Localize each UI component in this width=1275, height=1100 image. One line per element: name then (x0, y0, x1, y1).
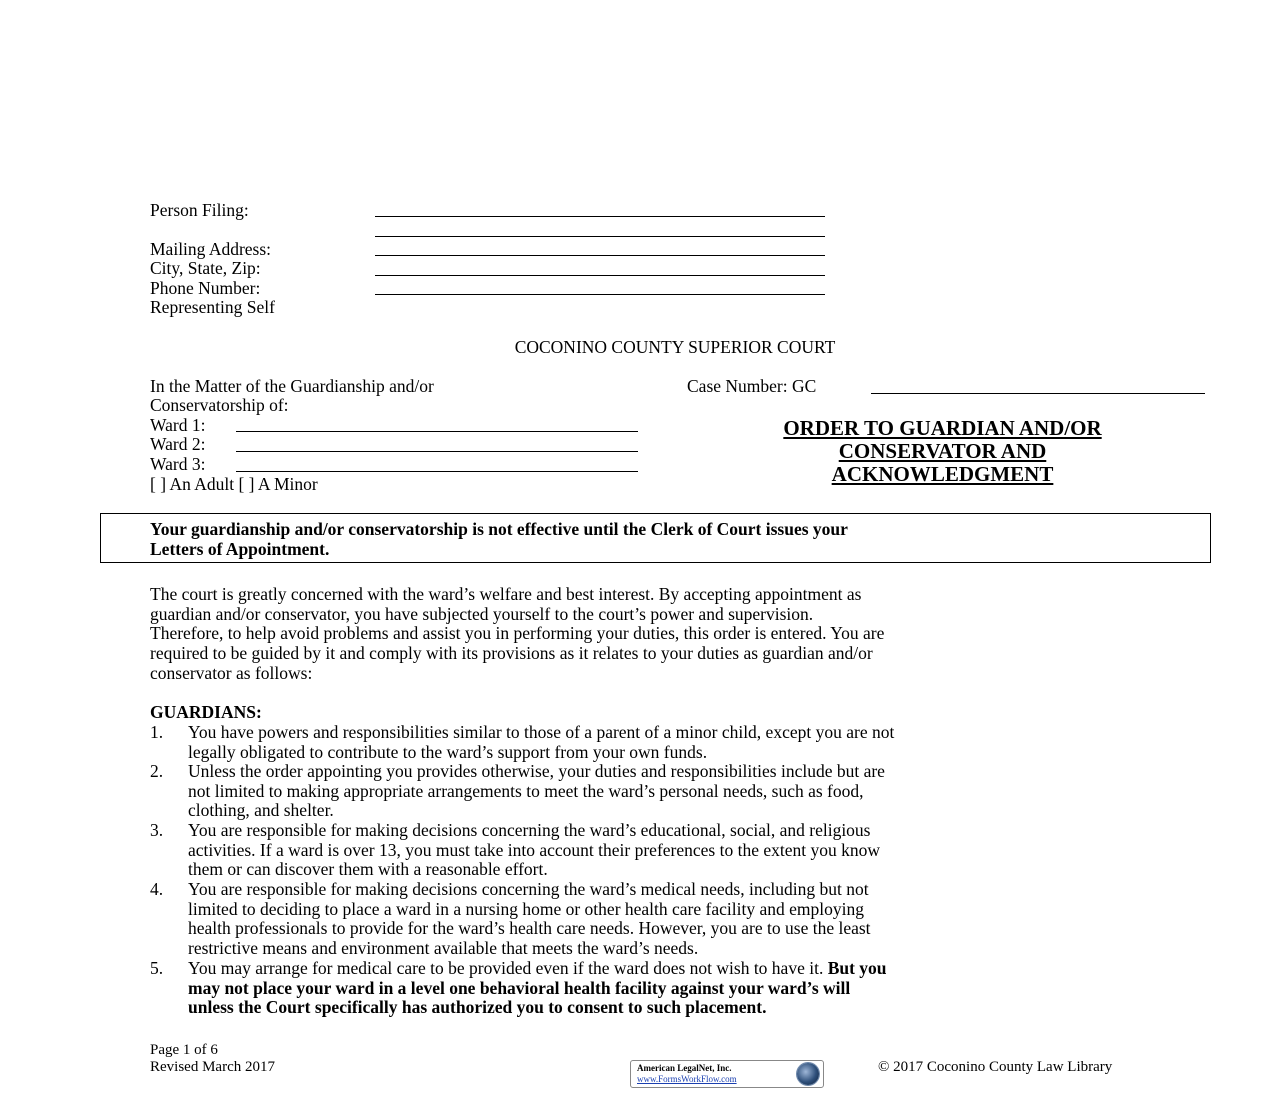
phone-number-line[interactable] (375, 294, 825, 295)
list-item (150, 762, 1210, 821)
logo-website-link[interactable]: www.FormsWorkFlow.com (637, 1074, 737, 1084)
case-number-label: Case Number: GC (687, 376, 817, 396)
list-item-text: You are responsible for making decisions concerning the ward’s medical needs, including but not (188, 879, 869, 899)
american-legalnet-logo[interactable] (630, 1060, 824, 1088)
globe-icon (797, 1063, 819, 1085)
intro-line-2: guardian and/or conservator, you have subjected yourself to the court’s power and supervision. (150, 604, 814, 624)
list-item (150, 880, 1210, 958)
list-item-text: them or can discover them with a reasonable effort. (188, 859, 548, 880)
list-item-text: legally obligated to contribute to the ward’s support from your own funds. (188, 741, 708, 762)
list-item-number: 5. (150, 958, 164, 978)
list-item-text: clothing, and shelter. (188, 800, 334, 821)
matter-line-1: In the Matter of the Guardianship and/or (150, 376, 434, 396)
intro-line-3: Therefore, to help avoid problems and assist you in performing your duties, this order is entered. You are (150, 623, 885, 643)
city-state-zip-label: City, State, Zip: (150, 258, 261, 278)
case-number-line[interactable] (871, 393, 1205, 394)
list-item (150, 959, 1210, 1018)
ward-3-label: Ward 3: (150, 454, 206, 474)
phone-number-label: Phone Number: (150, 278, 261, 298)
list-item-number: 3. (150, 820, 164, 840)
document-title-line-1: ORDER TO GUARDIAN AND/OR (783, 416, 1102, 440)
adult-minor-checkboxes[interactable]: [ ] An Adult [ ] A Minor (150, 474, 318, 494)
ward-3-line[interactable] (236, 471, 638, 472)
list-item-text: restrictive means and environment available that meets the ward’s needs. (188, 937, 699, 958)
list-item-text (188, 959, 1210, 979)
ward-1-label: Ward 1: (150, 415, 206, 435)
person-filing-label: Person Filing: (150, 200, 249, 220)
city-state-zip-line[interactable] (375, 275, 825, 276)
intro-line-1: The court is greatly concerned with the ward’s welfare and best interest. By accepting appointment as (150, 584, 862, 604)
list-item-text-normal: You may arrange for medical care to be provided even if the ward does not wish to have it. (188, 958, 828, 978)
notice-line-1: Your guardianship and/or conservatorship is not effective until the Clerk of Court issues your (150, 519, 848, 539)
list-item-text: activities. If a ward is over 13, you must take into account their preferences to the extent you know (188, 839, 881, 860)
list-item-text: Unless the order appointing you provides otherwise, your duties and responsibilities include but are (188, 761, 885, 781)
logo-company-name: American LegalNet, Inc. (637, 1063, 732, 1073)
court-name: COCONINO COUNTY SUPERIOR COURT (514, 337, 836, 357)
revised-date: Revised March 2017 (150, 1059, 275, 1075)
list-item-text: You are responsible for making decisions concerning the ward’s educational, social, and religious (188, 820, 871, 840)
ward-1-line[interactable] (236, 431, 638, 432)
guardians-heading: GUARDIANS: (150, 702, 262, 722)
mailing-address-line[interactable] (375, 255, 825, 256)
list-item-text-bold: unless the Court specifically has authorized you to consent to such placement. (188, 997, 767, 1018)
matter-line-2: Conservatorship of: (150, 395, 289, 415)
list-item-text-bold: But you (827, 958, 887, 978)
list-item-text: health professionals to provide for the ward’s health care needs. However, you are to use the least (188, 918, 871, 939)
list-item (150, 723, 1210, 762)
list-item-number: 4. (150, 879, 164, 899)
list-item (150, 821, 1210, 880)
ward-2-line[interactable] (236, 451, 638, 452)
mailing-address-label: Mailing Address: (150, 239, 272, 259)
list-item-text-bold: may not place your ward in a level one behavioral health facility against your ward’s will (188, 977, 851, 998)
list-item-text: You have powers and responsibilities similar to those of a parent of a minor child, except you are not (188, 722, 895, 742)
intro-line-4: required to be guided by it and comply with its provisions as it relates to your duties as guardian and/or (150, 643, 873, 663)
list-item-number: 1. (150, 722, 164, 742)
copyright-notice: © 2017 Coconino County Law Library (878, 1059, 1113, 1075)
ward-2-label: Ward 2: (150, 434, 206, 454)
list-item-text: limited to deciding to place a ward in a nursing home or other health care facility and employing (188, 898, 864, 919)
person-filing-line-2[interactable] (375, 236, 825, 237)
document-title-line-3: ACKNOWLEDGMENT (831, 462, 1054, 486)
list-item-text: not limited to making appropriate arrangements to meet the ward’s personal needs, such as food, (188, 780, 864, 801)
document-title-line-2: CONSERVATOR AND (838, 439, 1047, 463)
intro-line-5: conservator as follows: (150, 663, 313, 683)
person-filing-line[interactable] (375, 216, 825, 217)
representing-label: Representing Self (150, 297, 275, 317)
page-number: Page 1 of 6 (150, 1042, 218, 1058)
notice-line-2: Letters of Appointment. (150, 539, 330, 559)
list-item-number: 2. (150, 761, 164, 781)
